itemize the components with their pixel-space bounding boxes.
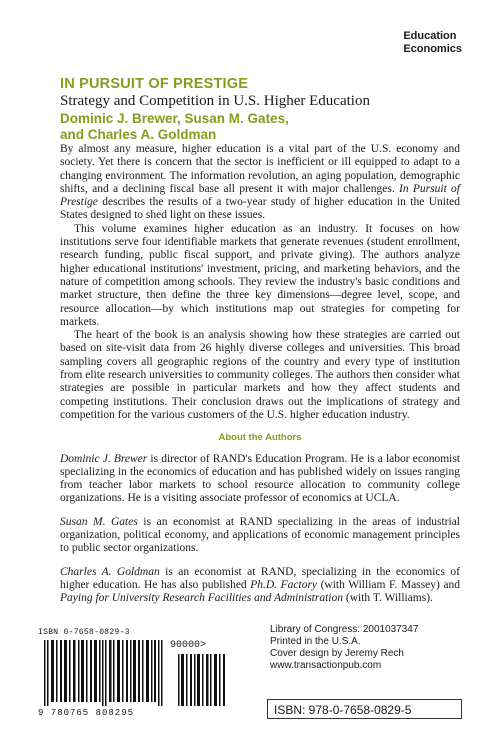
author-bio-gates: Susan M. Gates is an economist at RAND specializing in the areas of industrial organization, political economy, and applications of economic management principles to public sector organizations. (60, 515, 460, 555)
author-bio-goldman: Charles A. Goldman is an economist at RAND, specializing in the economics of higher education. He has also published Ph.D. Factory (with William F. Massey) and Paying for University Research Facilities and Administration (with T. Williams). (60, 565, 461, 605)
subject-category (403, 30, 462, 56)
authors-line-2: and Charles A. Goldman (60, 127, 217, 142)
barcode-price-code: 90000> (170, 640, 207, 651)
isbn-box: ISBN: 978-0-7658-0829-5 (267, 699, 462, 719)
description-paragraph-2: This volume examines higher education as an industry. It focuses on how institutions serve four identifiable markets that generate revenues (student enrollment, research funding, public fiscal support, and private giving). The authors analyze higher educational institutions' investment, pricing, and marketing behaviors, and the nature of competition among schools. They review the industry's basic conditions and market structure, then define the three key dimensions—degree level, scope, and resource allocation—by which institutions map out strategies for competing for markets. (60, 222, 460, 328)
category-line-2: Economics (403, 43, 462, 55)
printed-in: Printed in the U.S.A. (270, 636, 361, 647)
barcode-isbn-label: ISBN 0-7658-0829-3 (38, 628, 130, 637)
book-title: IN PURSUIT OF PRESTIGE (60, 76, 249, 92)
description-body (60, 143, 460, 616)
isbn-barcode (38, 640, 243, 708)
publisher-url: www.transactionpub.com (270, 660, 382, 671)
authors-line-1: Dominic J. Brewer, Susan M. Gates, (60, 111, 289, 126)
book-authors (60, 111, 360, 143)
category-line-1: Education (403, 30, 457, 42)
description-paragraph-1: By almost any measure, higher education is a vital part of the U.S. economy and society. Yet there is concern that the sector is inefficient or ill equipped to adapt to a changing environment. The information revolution, an aging population, demographic shifts, and a declining fiscal base all present it with major challenges. In Pursuit of Prestige describes the results of a two-year study of higher education in the United States designed to shed light on these issues. (60, 143, 461, 222)
about-authors-heading: About the Authors (218, 432, 302, 444)
description-paragraph-3: The heart of the book is an analysis showing how these strategies are carried out based on site-visit data from 26 highly diverse colleges and universities. This broad sampling covers all geographic regions of the country and every type of institution from elite research universities to community colleges. The authors then consider what strategies are possible in particular markets and how they affect students and competing institutions. Their conclusion draws out the implications of strategy and competition for the various customers of the U.S. higher education industry. (60, 329, 460, 421)
author-bio-brewer: Dominic J. Brewer is director of RAND's Education Program. He is a labor economist specializing in the economics of education and has published widely on issues ranging from teacher labor markets to school resource allocation to community college organizations. He is a visiting associate professor of economics at UCLA. (60, 452, 461, 505)
publisher-info (270, 624, 418, 672)
barcode-number: 9 780765 808295 (38, 708, 135, 718)
cover-design-credit: Cover design by Jeremy Rech (270, 648, 404, 659)
library-of-congress: Library of Congress: 2001037347 (270, 624, 419, 635)
book-subtitle: Strategy and Competition in U.S. Higher Education (60, 93, 370, 109)
